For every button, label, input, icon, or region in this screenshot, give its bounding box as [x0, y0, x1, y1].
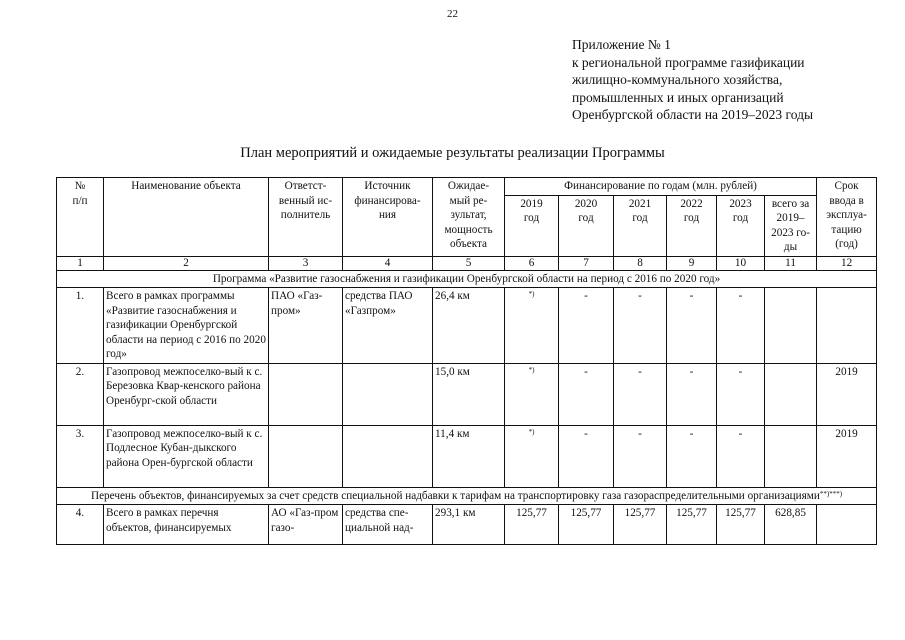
cell-source	[343, 425, 433, 487]
section-title-program: Программа «Развитие газоснабжения и газификации Оренбургской области на период с 2016 по 2020 год»	[57, 270, 877, 288]
header-2020: 2020 год	[559, 195, 614, 256]
cell-2019: 125,77	[505, 505, 559, 545]
header-expected: Ожидае- мый ре- зультат, мощность объекта	[433, 178, 505, 257]
cell-term: 2019	[817, 363, 877, 425]
table-row	[57, 425, 877, 487]
column-number: 10	[717, 256, 765, 270]
cell-2022: -	[667, 363, 717, 425]
cell-2022: -	[667, 425, 717, 487]
cell-term: 2019	[817, 425, 877, 487]
cell-responsible: АО «Газ-пром газо-	[269, 505, 343, 545]
cell-2023: -	[717, 288, 765, 364]
cell-2022: -	[667, 288, 717, 364]
cell-total	[765, 288, 817, 364]
cell-2020: -	[559, 363, 614, 425]
column-number: 3	[269, 256, 343, 270]
header-source: Источник финансирова- ния	[343, 178, 433, 257]
header-2021: 2021 год	[614, 195, 667, 256]
cell-total	[765, 363, 817, 425]
cell-2020: -	[559, 425, 614, 487]
section-row	[57, 270, 877, 288]
header-2023: 2023 год	[717, 195, 765, 256]
cell-num: 4.	[57, 505, 104, 545]
cell-expected: 293,1 км	[433, 505, 505, 545]
cell-2019	[505, 288, 559, 364]
cell-num: 2.	[57, 363, 104, 425]
column-number: 4	[343, 256, 433, 270]
column-numbers-row	[57, 256, 877, 270]
cell-2020: -	[559, 288, 614, 364]
cell-2021: -	[614, 363, 667, 425]
section-text: Перечень объектов, финансируемых за счет средств специальной надбавки к тарифам на транспортировку газа газораспределительными организациями	[91, 489, 820, 502]
column-number: 1	[57, 256, 104, 270]
footnote-mark: *)	[528, 365, 535, 374]
cell-source	[343, 363, 433, 425]
page-number: 22	[447, 8, 458, 20]
appendix-header	[572, 36, 813, 124]
cell-name: Газопровод межпоселко-вый к с. Березовка Квар-кенского района Оренбург-ской области	[104, 363, 269, 425]
cell-2019	[505, 363, 559, 425]
footnote-mark: *)	[528, 290, 535, 298]
cell-num: 3.	[57, 425, 104, 487]
cell-2021: -	[614, 425, 667, 487]
table-row	[57, 505, 877, 545]
header-2019: 2019 год	[505, 195, 559, 256]
appendix-line: жилищно-коммунального хозяйства,	[572, 72, 783, 87]
header-total: всего за 2019– 2023 го- ды	[765, 195, 817, 256]
document-title: План мероприятий и ожидаемые результаты реализации Программы	[240, 145, 665, 161]
cell-2023: -	[717, 363, 765, 425]
cell-name: Всего в рамках перечня объектов, финансируемых	[104, 505, 269, 545]
cell-term	[817, 288, 877, 364]
header-row	[57, 178, 877, 196]
cell-source: средства ПАО «Газпром»	[343, 288, 433, 364]
section-title-special-surcharge	[57, 487, 877, 505]
section-row	[57, 487, 877, 505]
cell-num: 1.	[57, 288, 104, 364]
column-number: 7	[559, 256, 614, 270]
column-number: 9	[667, 256, 717, 270]
column-number: 6	[505, 256, 559, 270]
table-row	[57, 288, 877, 364]
footnote-mark: *)	[528, 427, 535, 436]
cell-responsible	[269, 425, 343, 487]
cell-name: Всего в рамках программы «Развитие газоснабжения и газификации Оренбургской области на период с 2016 по 2020 год»	[104, 288, 269, 364]
cell-2022: 125,77	[667, 505, 717, 545]
cell-source: средства спе-циальной над-	[343, 505, 433, 545]
appendix-line: Приложение № 1	[572, 37, 671, 52]
cell-expected: 15,0 км	[433, 363, 505, 425]
header-financing: Финансирование по годам (млн. рублей)	[505, 178, 817, 196]
cell-2023: 125,77	[717, 505, 765, 545]
header-name: Наименование объекта	[104, 178, 269, 257]
header-2022: 2022 год	[667, 195, 717, 256]
column-number: 5	[433, 256, 505, 270]
column-number: 11	[765, 256, 817, 270]
cell-expected: 26,4 км	[433, 288, 505, 364]
cell-2021: -	[614, 288, 667, 364]
footnote-mark: **)***)	[819, 489, 843, 498]
cell-name: Газопровод межпоселко-вый к с. Подлесное Кубан-дыкского района Орен-бургской области	[104, 425, 269, 487]
cell-total	[765, 425, 817, 487]
header-responsible: Ответст- венный ис- полнитель	[269, 178, 343, 257]
header-term: Срок ввода в эксплуа- тацию (год)	[817, 178, 877, 257]
header-num: № п/п	[57, 178, 104, 257]
cell-expected: 11,4 км	[433, 425, 505, 487]
table-row	[57, 363, 877, 425]
cell-term	[817, 505, 877, 545]
cell-2019	[505, 425, 559, 487]
appendix-line: Оренбургской области на 2019–2023 годы	[572, 107, 814, 122]
column-number: 8	[614, 256, 667, 270]
cell-2020: 125,77	[559, 505, 614, 545]
cell-responsible: ПАО «Газ-пром»	[269, 288, 343, 364]
column-number: 12	[817, 256, 877, 270]
plan-table	[56, 177, 877, 545]
cell-2021: 125,77	[614, 505, 667, 545]
column-number: 2	[104, 256, 269, 270]
appendix-line: промышленных и иных организаций	[572, 89, 784, 105]
cell-2023: -	[717, 425, 765, 487]
cell-responsible	[269, 363, 343, 425]
appendix-line: к региональной программе газификации	[572, 54, 805, 70]
cell-total: 628,85	[765, 505, 817, 545]
